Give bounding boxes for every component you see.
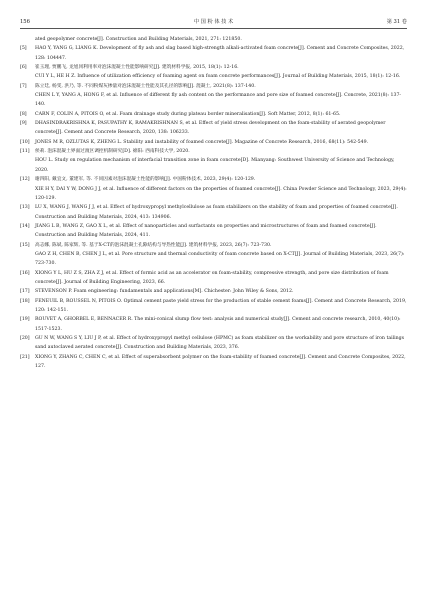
- reference-translation: HOU L. Study on regulation mechanism of interfacial transition zone in foam concrete[D]. Mianyang: Southwest University of Science and Technology, 2020.: [35, 158, 395, 173]
- reference-list: [20, 35, 407, 371]
- reference-text: JONES M R, OZLUTAS K, ZHENG L. Stability and instability of foamed concrete[J]. Magazine of Concrete Research, 2016, 68(11): 542-549.: [35, 139, 369, 145]
- reference-number: [19]: [20, 317, 30, 323]
- reference-item: [20, 203, 407, 222]
- reference-text: FENEUIL B, ROUSSEL N, PITOIS O. Optimal cement paste yield stress for the production of stable cement foams[J]. Cement and Concrete Research, 2019, 120: 142-151.: [35, 298, 407, 313]
- reference-text: DHASINDRAKRISHNA K, PASUPATHY K, RAMAKRISHNAN S, et al. Effect of yield stress development on the foam-stability of aerated geopolymer concrete[J]. Cement and Concrete Research, 2020, 138: 106233.: [35, 121, 386, 136]
- reference-number: [14]: [20, 223, 30, 229]
- reference-translation: CUI Y L, HE H Z. Influence of utilization efficiency of foaming agent on foam concrete performances[J]. Journal of Building Materials, 2015, 18(1): 12-16.: [35, 74, 401, 80]
- reference-item: [20, 44, 407, 63]
- reference-item: [20, 315, 407, 334]
- reference-item: [20, 334, 407, 353]
- reference-text: XIONG Y, ZHANG C, CHEN C, et al. Effect of superabsorbent polymer on the foam-stability of foamed concrete[J]. Cement and Concrete Composites, 2022, 127.: [35, 354, 406, 370]
- reference-text: HAO Y, YANG G, LIANG K. Development of fly ash and slag based high-strength alkali-activated foam concrete[J]. Cement and Concrete Composites, 2022, 128: 104447.: [35, 46, 405, 61]
- reference-item: [20, 269, 407, 288]
- reference-text: 谢四阳, 戴宜文, 董建军, 等. 不同因素对泡沫混凝土性能的影响[J]. 中国粉体技术, 2023, 29(4): 120-129.: [35, 177, 256, 183]
- reference-text: JIANG L B, WANG Z, GAO X L, et al. Effect of nanoparticles and surfactants on properties and microstructures of foam and foamed concrete[J]. Construction and Building Materials, 2024, 411.: [35, 223, 377, 239]
- running-header: [20, 17, 407, 29]
- reference-number: [5]: [20, 46, 27, 52]
- reference-number: [8]: [20, 111, 27, 117]
- reference-continuation: ated geopolymer concrete[J]. Construction and Building Materials, 2021, 271: 121850.: [35, 37, 242, 42]
- reference-translation: XIE H Y, DAI Y W, DONG J J, et al. Influence of different factors on the properties of foamed concrete[J]. China Powder Science and Technology, 2023, 29(4): 120-129.: [35, 186, 407, 201]
- reference-item: [20, 82, 407, 110]
- reference-number: [9]: [20, 121, 27, 127]
- reference-item: [20, 287, 407, 296]
- volume-label: 第 31 卷: [386, 19, 407, 25]
- reference-number: [7]: [20, 83, 27, 89]
- reference-text: CARN F, COLIN A, PITOIS O, et al. Foam drainage study during plateau border mineralisation[J]. Soft Matter, 2012, 8(1): 61-65.: [35, 111, 341, 117]
- reference-number: [15]: [20, 242, 30, 248]
- reference-number: [16]: [20, 270, 30, 276]
- reference-item: [20, 119, 407, 138]
- page-number: 156: [20, 19, 30, 25]
- reference-entries: [20, 44, 407, 371]
- reference-number: [20]: [20, 336, 30, 341]
- reference-item: [20, 147, 407, 175]
- reference-number: [18]: [20, 298, 30, 304]
- reference-number: [13]: [20, 205, 30, 211]
- reference-text: LU X, WANG J, WANG J J, et al. Effect of hydroxypropyl methylcellulose as foam stabilizers on the stability of foam and properties of foamed concrete[J]. Construction and Building Materials, 2024, 413: 134906.: [35, 205, 398, 220]
- journal-title: 中 国 粉 体 技 术: [193, 19, 234, 25]
- reference-item: [20, 222, 407, 241]
- reference-item: [20, 241, 407, 269]
- reference-number: [21]: [20, 354, 30, 360]
- reference-item: [20, 63, 407, 82]
- reference-text: STEVENSON P. Foam engineering: fundamentals and applications[M]. Chichester: John Wiley & Sons, 2012.: [35, 289, 294, 295]
- reference-text: 侯莉. 泡沫混凝土界面过渡区调控机制研究[D]. 绵阳: 西南科技大学, 2020.: [35, 149, 190, 155]
- reference-text: 陈立廷, 杨雯, 洪乃, 等. 不同粉煤灰掺量对泡沫混凝土性能及其孔径的影响[J]. 混凝土, 2021(8): 137-140.: [35, 83, 256, 89]
- reference-number: [12]: [20, 177, 30, 183]
- reference-item: [20, 138, 407, 147]
- reference-text: GU N W, WANG S Y, LIU J P, et al. Effect of hydroxypropyl methyl cellulose (HPMC) as foam stabilizer on the workability and pore structure of iron tailings sand autoclaved aerated concrete[J]. Construction and Building Materials, 2023, 376.: [35, 336, 405, 351]
- reference-translation: GAO Z H, CHEN B, CHEN J L, et al. Pore structure and thermal conductivity of foam concrete based on X-CT[J]. Journal of Building Materials, 2023, 26(7): 723-730.: [35, 251, 405, 267]
- reference-item: [20, 110, 407, 119]
- reference-translation: CHEN L Y, YANG A, HONG F, et al. Influence of different fly ash content on the performance and pore size of foamed concrete[J]. Concrete, 2021(8): 137-140.: [35, 93, 402, 108]
- reference-number: [17]: [20, 289, 30, 295]
- reference-text: XIONG Y L, HU Z S, ZHA Z J, et al. Effect of formic acid as an accelerator on foam-stability, compressive strength, and pore size distribution of foam concrete[J]. Journal of Building Engineering, 2023, 66.: [35, 270, 389, 285]
- reference-number: [6]: [20, 65, 27, 71]
- reference-number: [10]: [20, 139, 30, 145]
- reference-text: ROUVET A, GHORBEL E, BENNACER R. The mini-conical slump flow test: analysis and numerical study[J]. Cement and concrete research, 2010, 40(10): 1517-1523.: [35, 317, 401, 332]
- reference-text: 崔玉理, 贾鹏飞, 龙旭冈利用率对泡沫混凝土性能影响研究[J]. 建筑材料学报, 2015, 18(1): 12-16.: [35, 65, 239, 71]
- reference-number: [11]: [20, 149, 30, 155]
- reference-item: [20, 175, 407, 203]
- reference-item: [20, 297, 407, 316]
- reference-text: 高志娜, 陈斌, 陈家辉, 等. 基于X-CT的泡沫混凝土孔隙结构与导热性能[J]. 建筑材料学报, 2023, 26(7): 723-730.: [35, 242, 272, 248]
- reference-item: [20, 353, 407, 372]
